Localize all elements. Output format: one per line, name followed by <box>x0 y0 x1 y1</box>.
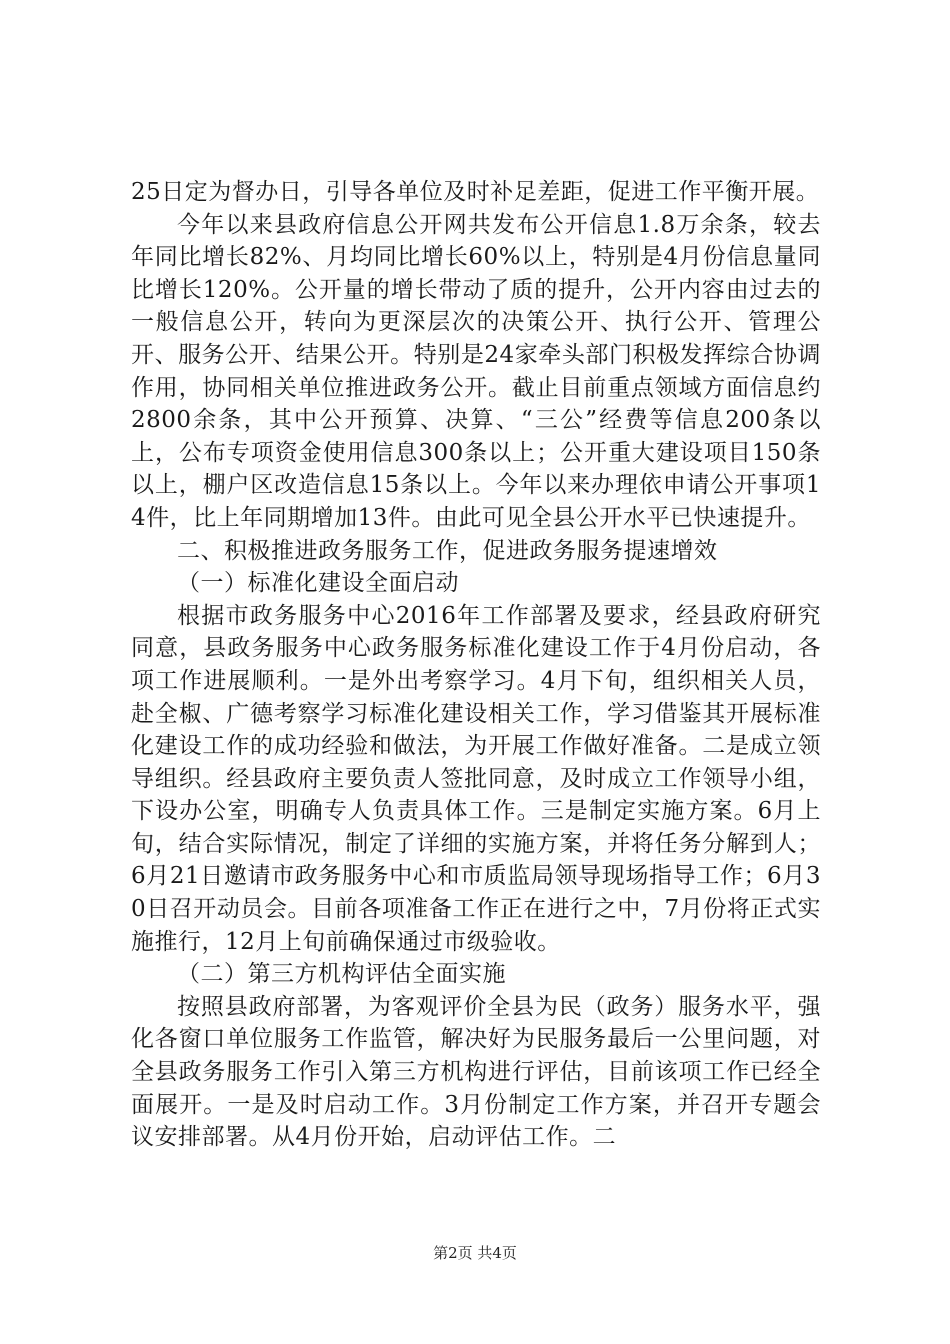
document-body <box>131 176 821 1154</box>
page-number-label: 第2页 共4页 <box>433 1244 517 1262</box>
page-footer <box>0 1243 950 1263</box>
section-heading-2: 二、积极推进政务服务工作，促进政务服务提速增效 <box>177 537 718 564</box>
paragraph-continuation: 25日定为督办日，引导各单位及时补足差距，促进工作平衡开展。 <box>131 179 820 205</box>
paragraph-standardization: 根据市政务服务中心2016年工作部署及要求，经县政府研究同意，县政务服务中心政务服务标准化建设工作于4月份启动，各项工作进展顺利。一是外出考察学习。4月下旬，组织相关人员，赴全椒、广德考察学习标准化建设相关工作，学习借鉴其开展标准化建设工作的成功经验和做法，为开展工作做好准备。二是成立领导组织。经县政府主要负责人签批同意，及时成立工作领导小组，下设办公室，明确专人负责具体工作。三是制定实施方案。6月上旬，结合实际情况，制定了详细的实施方案，并将任务分解到人；6月21日邀请市政务服务中心和市质监局领导现场指导工作；6月30日召开动员会。目前各项准备工作正在进行之中，7月份将正式实施推行，12月上旬前确保通过市级验收。 <box>131 602 821 955</box>
subsection-heading-2: （二）第三方机构评估全面实施 <box>177 961 506 988</box>
paragraph-info-disclosure: 今年以来县政府信息公开网共发布公开信息1.8万余条，较去年同比增长82%、月均同比增长60%以上，特别是4月份信息量同比增长120%。公开量的增长带动了质的提升，公开内容由过去的一般信息公开，转向为更深层次的决策公开、执行公开、管理公开、服务公开、结果公开。特别是24家牵头部门积极发挥综合协调作用，协同相关单位推进政务公开。截止目前重点领域方面信息约2800余条，其中公开预算、决算、“三公”经费等信息200条以上，公布专项资金使用信息300条以上；公开重大建设项目150条以上，棚户区改造信息15条以上。今年以来办理依申请公开事项14件，比上年同期增加13件。由此可见全县公开水平已快速提升。 <box>131 211 821 531</box>
paragraph-third-party-evaluation: 按照县政府部署，为客观评价全县为民（政务）服务水平，强化各窗口单位服务工作监管，解决好为民服务最后一公里问题，对全县政务服务工作引入第三方机构进行评估，目前该项工作已经全面展开。一是及时启动工作。3月份制定工作方案，并召开专题会议安排部署。从4月份开始，启动评估工作。二 <box>131 993 821 1151</box>
subsection-heading-1: （一）标准化建设全面启动 <box>177 570 459 597</box>
